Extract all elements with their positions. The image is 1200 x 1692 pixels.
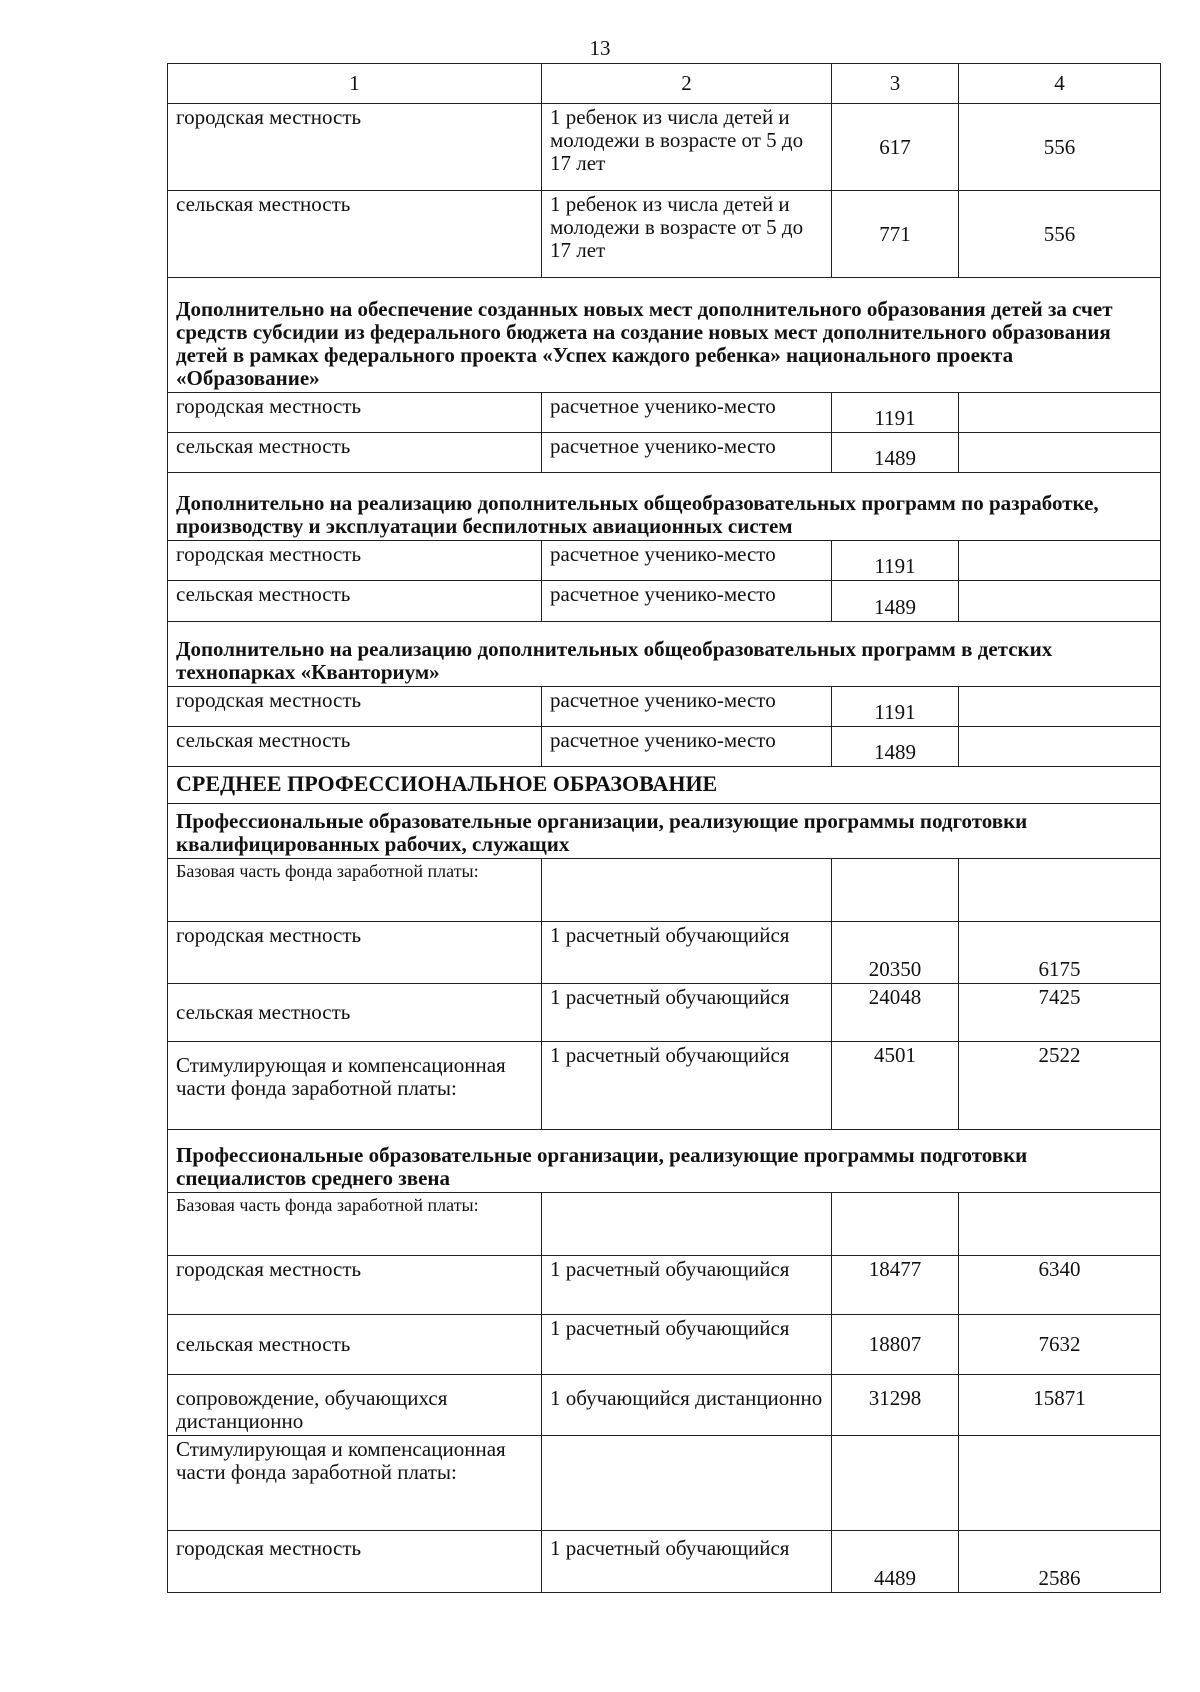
row-value-4: 6175 — [959, 922, 1161, 984]
row-unit: расчетное ученико-место — [542, 541, 832, 581]
major-section-row — [168, 767, 1161, 804]
row-value-4 — [959, 1436, 1161, 1531]
row-label: городская местность — [168, 1256, 542, 1315]
row-label: сельская местность — [168, 984, 542, 1042]
row-label: сопровождение, обучающихся дистанционно — [168, 1375, 542, 1436]
row-value-3: 4489 — [832, 1531, 959, 1593]
table-row — [168, 541, 1161, 581]
row-unit: 1 ребенок из числа детей и молодежи в возрасте от 5 до 17 лет — [542, 191, 832, 278]
table-row — [168, 1042, 1161, 1130]
row-unit: расчетное ученико-место — [542, 433, 832, 473]
table-row — [168, 393, 1161, 433]
column-header: 2 — [542, 64, 832, 104]
row-label: сельская местность — [168, 1315, 542, 1375]
row-value-3: 18807 — [832, 1315, 959, 1375]
row-label: городская местность — [168, 541, 542, 581]
row-unit: 1 обучающийся дистанционно — [542, 1375, 832, 1436]
base-fund-label: Базовая часть фонда заработной платы: — [168, 859, 542, 922]
row-value-4 — [959, 581, 1161, 622]
row-unit — [542, 1436, 832, 1531]
row-unit: 1 расчетный обучающийся — [542, 1531, 832, 1593]
row-label: городская местность — [168, 687, 542, 727]
row-value-4 — [959, 1193, 1161, 1256]
row-value-3: 1191 — [832, 687, 959, 727]
row-value-3: 1191 — [832, 541, 959, 581]
row-value-4 — [959, 433, 1161, 473]
row-unit: 1 расчетный обучающийся — [542, 1315, 832, 1375]
page-number: 13 — [589, 36, 611, 60]
row-value-4 — [959, 859, 1161, 922]
row-value-3: 31298 — [832, 1375, 959, 1436]
table-row — [168, 687, 1161, 727]
base-fund-label: Базовая часть фонда заработной платы: — [168, 1193, 542, 1256]
row-unit: расчетное ученико-место — [542, 393, 832, 433]
row-value-4: 556 — [959, 191, 1161, 278]
table-row — [168, 1256, 1161, 1315]
row-unit: расчетное ученико-место — [542, 687, 832, 727]
column-header: 3 — [832, 64, 959, 104]
section-title: Профессиональные образовательные организации, реализующие программы подготовки квалифицированных рабочих, служащих — [168, 804, 1161, 859]
row-unit: 1 расчетный обучающийся — [542, 1042, 832, 1130]
section-title: Дополнительно на обеспечение созданных новых мест дополнительного образования детей за счет средств субсидии из федерального бюджета на создание новых мест дополнительного образования детей в рамках федерального проекта «Успех каждого ребенка» национального проекта «Образование» — [168, 278, 1161, 393]
row-unit: 1 расчетный обучающийся — [542, 1256, 832, 1315]
row-value-3: 1489 — [832, 433, 959, 473]
row-value-3: 18477 — [832, 1256, 959, 1315]
row-label: сельская местность — [168, 433, 542, 473]
row-value-3: 617 — [832, 104, 959, 191]
table-row — [168, 984, 1161, 1042]
table-row — [168, 1436, 1161, 1531]
major-section-title: СРЕДНЕЕ ПРОФЕССИОНАЛЬНОЕ ОБРАЗОВАНИЕ — [168, 767, 1161, 804]
row-value-4: 15871 — [959, 1375, 1161, 1436]
section-heading-row — [168, 473, 1161, 541]
row-value-3: 20350 — [832, 922, 959, 984]
row-unit: 1 ребенок из числа детей и молодежи в возрасте от 5 до 17 лет — [542, 104, 832, 191]
column-header-row — [168, 64, 1161, 104]
row-value-4 — [959, 393, 1161, 433]
row-unit: расчетное ученико-место — [542, 581, 832, 622]
row-value-3 — [832, 859, 959, 922]
section-heading-row — [168, 622, 1161, 687]
row-label: сельская местность — [168, 581, 542, 622]
row-value-3: 771 — [832, 191, 959, 278]
row-value-3: 1489 — [832, 727, 959, 767]
column-header: 1 — [168, 64, 542, 104]
row-value-4 — [959, 687, 1161, 727]
table-row — [168, 1193, 1161, 1256]
table-row — [168, 922, 1161, 984]
table-row — [168, 1531, 1161, 1593]
row-label: городская местность — [168, 104, 542, 191]
table-row — [168, 727, 1161, 767]
row-label: городская местность — [168, 922, 542, 984]
section-heading-row — [168, 804, 1161, 859]
row-label: сельская местность — [168, 191, 542, 278]
table-row — [168, 1375, 1161, 1436]
row-unit — [542, 1193, 832, 1256]
table-row — [168, 104, 1161, 191]
row-value-4: 7632 — [959, 1315, 1161, 1375]
table-row — [168, 859, 1161, 922]
allocation-table — [167, 63, 1161, 1593]
section-title: Профессиональные образовательные организации, реализующие программы подготовки специалистов среднего звена — [168, 1130, 1161, 1193]
column-header: 4 — [959, 64, 1161, 104]
row-value-3: 1191 — [832, 393, 959, 433]
section-title: Дополнительно на реализацию дополнительных общеобразовательных программ по разработке, производству и эксплуатации беспилотных авиационных систем — [168, 473, 1161, 541]
row-unit: расчетное ученико-место — [542, 727, 832, 767]
row-value-3: 24048 — [832, 984, 959, 1042]
row-unit: 1 расчетный обучающийся — [542, 922, 832, 984]
row-value-3: 4501 — [832, 1042, 959, 1130]
row-value-4: 2586 — [959, 1531, 1161, 1593]
row-label: Стимулирующая и компенсационная части фонда заработной платы: — [168, 1042, 542, 1130]
table-row — [168, 581, 1161, 622]
section-title: Дополнительно на реализацию дополнительных общеобразовательных программ в детских технопарках «Кванториум» — [168, 622, 1161, 687]
table-row — [168, 433, 1161, 473]
row-value-4: 6340 — [959, 1256, 1161, 1315]
row-value-4: 556 — [959, 104, 1161, 191]
row-value-4 — [959, 727, 1161, 767]
table-row — [168, 1315, 1161, 1375]
section-heading-row — [168, 1130, 1161, 1193]
row-label: городская местность — [168, 393, 542, 433]
stim-fund-label: Стимулирующая и компенсационная части фонда заработной платы: — [168, 1436, 542, 1531]
row-value-4: 7425 — [959, 984, 1161, 1042]
row-label: сельская местность — [168, 727, 542, 767]
row-value-3 — [832, 1436, 959, 1531]
section-heading-row — [168, 278, 1161, 393]
table-row — [168, 191, 1161, 278]
row-unit: 1 расчетный обучающийся — [542, 984, 832, 1042]
row-value-3 — [832, 1193, 959, 1256]
row-label: городская местность — [168, 1531, 542, 1593]
row-value-3: 1489 — [832, 581, 959, 622]
row-value-4: 2522 — [959, 1042, 1161, 1130]
row-unit — [542, 859, 832, 922]
row-value-4 — [959, 541, 1161, 581]
